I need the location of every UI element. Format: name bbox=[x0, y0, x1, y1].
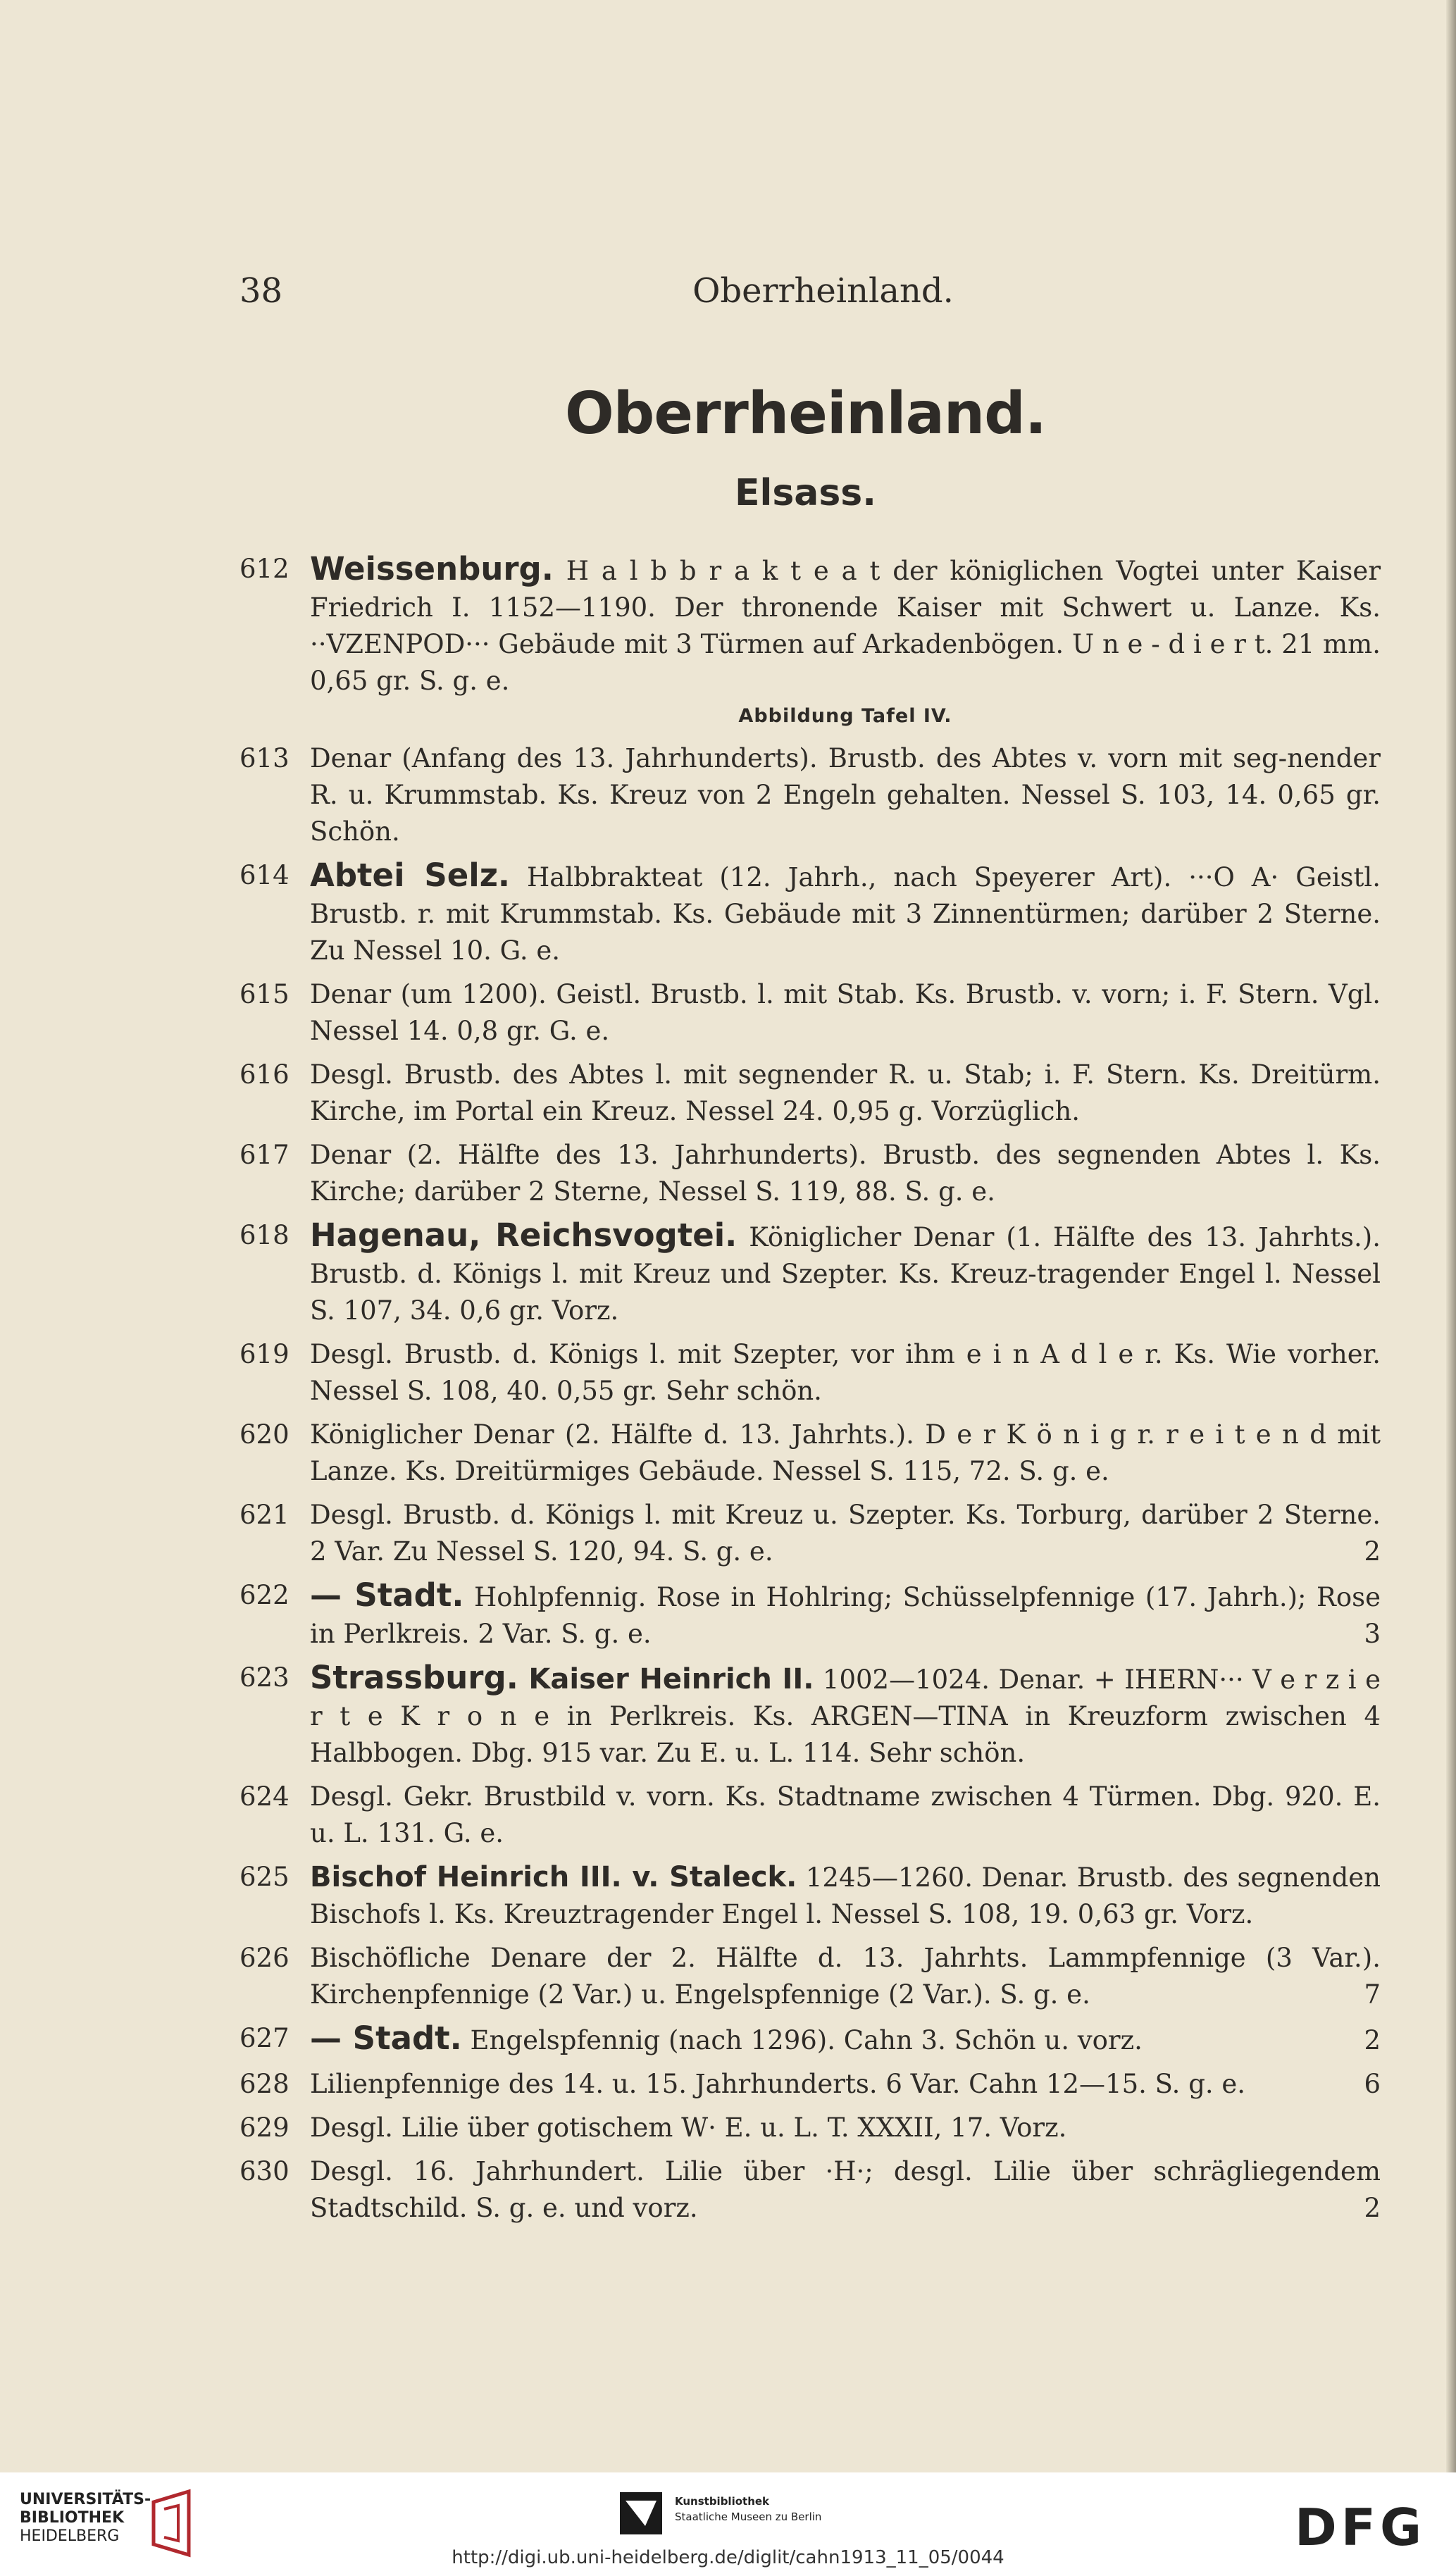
section-subtitle: Elsass. bbox=[734, 472, 877, 514]
catalog-entry bbox=[239, 1577, 1381, 1653]
entry-number: 630 bbox=[239, 2156, 290, 2186]
entry-number: 625 bbox=[239, 1862, 290, 1892]
entry-quantity: 6 bbox=[1364, 2069, 1381, 2099]
entry-number: 629 bbox=[239, 2113, 290, 2143]
catalog-entry bbox=[239, 1217, 1381, 1329]
entry-text: Desgl. Brustb. des Abtes l. mit segnender R. u. Stab; i. F. Stern. Ks. Dreitürm. Kirche, im Portal ein Kreuz. Nessel 24. 0,95 g. Vorzüglich. bbox=[310, 1059, 1381, 1126]
catalog-entry bbox=[239, 1417, 1381, 1490]
entry-place: Abtei Selz. bbox=[310, 857, 511, 894]
catalog-entry bbox=[239, 1057, 1381, 1130]
entry-quantity: 3 bbox=[1364, 1619, 1381, 1649]
entry-place: — Stadt. bbox=[310, 1576, 464, 1614]
entry-text: Lilienpfennige des 14. u. 15. Jahrhunderts. 6 Var. Cahn 12—15. S. g. e. bbox=[310, 2069, 1246, 2099]
plate-caption: Abbildung Tafel IV. bbox=[738, 705, 952, 727]
catalog-entry bbox=[239, 2066, 1381, 2103]
catalog-entry bbox=[239, 1859, 1381, 1933]
entry-number: 615 bbox=[239, 979, 290, 1009]
dfg-logo[interactable]: DFG bbox=[1295, 2498, 1426, 2557]
entry-quantity: 7 bbox=[1364, 1979, 1381, 2010]
catalog-entry bbox=[239, 1779, 1381, 1852]
running-title: Oberrheinland. bbox=[692, 271, 954, 311]
kunstbibliothek-logo-icon bbox=[620, 2492, 662, 2534]
page-title: Oberrheinland. bbox=[564, 380, 1047, 447]
catalog-entry bbox=[239, 1336, 1381, 1410]
entry-number: 627 bbox=[239, 2023, 290, 2053]
catalog-entry bbox=[239, 1137, 1381, 1210]
entry-text: Desgl. Gekr. Brustbild v. vorn. Ks. Stadtname zwischen 4 Türmen. Dbg. 920. E. u. L. 131. G. e. bbox=[310, 1781, 1381, 1848]
kunstbibliothek-text[interactable] bbox=[675, 2494, 821, 2525]
ub-logo-line: HEIDELBERG bbox=[20, 2527, 120, 2545]
catalog-list bbox=[239, 551, 1381, 2234]
catalog-entry bbox=[239, 1497, 1381, 1570]
entry-number: 619 bbox=[239, 1339, 290, 1369]
entry-quantity: 2 bbox=[1364, 1536, 1381, 1567]
catalog-entry bbox=[239, 1660, 1381, 1772]
university-library-logo[interactable] bbox=[20, 2491, 151, 2546]
source-url-link[interactable]: http://digi.ub.uni-heidelberg.de/diglit/cahn1913_11_05/0044 bbox=[452, 2547, 1004, 2568]
entry-number: 624 bbox=[239, 1781, 290, 1812]
entry-text: Königlicher Denar (2. Hälfte d. 13. Jahrhts.). D e r K ö n i g r. r e i t e n d mit Lanze. Ks. Dreitürmiges Gebäude. Nessel S. 115, 72. S. g. e. bbox=[310, 1419, 1381, 1486]
kb-subtitle: Staatliche Museen zu Berlin bbox=[675, 2510, 822, 2523]
entry-number: 623 bbox=[239, 1662, 290, 1693]
entry-place: Hagenau, Reichsvogtei. bbox=[310, 1217, 738, 1254]
entry-ruler: Bischof Heinrich III. v. Staleck. bbox=[310, 1861, 797, 1893]
catalog-entry bbox=[239, 2110, 1381, 2146]
ub-logo-line: UNIVERSITÄTS- bbox=[20, 2491, 151, 2508]
entry-text: Desgl. Brustb. d. Königs l. mit Kreuz u. Szepter. Ks. Torburg, darüber 2 Sterne. 2 Var. Zu Nessel S. 120, 94. S. g. e. bbox=[310, 1500, 1381, 1567]
entry-place: Strassburg. bbox=[310, 1659, 518, 1696]
entry-number: 613 bbox=[239, 743, 290, 773]
entry-text: Hohlpfennig. Rose in Hohlring; Schüsselpfennige (17. Jahrh.); Rose in Perlkreis. 2 Var. S. g. e. bbox=[310, 1582, 1381, 1649]
entry-text: Königlicher Denar (1. Hälfte des 13. Jahrhts.). Brustb. d. Königs l. mit Kreuz und Szepter. Ks. Kreuz-tragender Engel l. Nessel S. 107, 34. 0,6 gr. Vorz. bbox=[310, 1222, 1381, 1326]
catalog-entry bbox=[239, 2153, 1381, 2227]
entry-place: — Stadt. bbox=[310, 2020, 462, 2057]
entry-text: Desgl. Brustb. d. Königs l. mit Szepter, vor ihm e i n A d l e r. Ks. Wie vorher. Nessel S. 108, 40. 0,55 gr. Sehr schön. bbox=[310, 1339, 1381, 1406]
entry-text: Denar (2. Hälfte des 13. Jahrhunderts). Brustb. des segnenden Abtes l. Ks. Kirche; darüber 2 Sterne, Nessel S. 119, 88. S. g. e. bbox=[310, 1140, 1381, 1207]
entry-text: Bischöfliche Denare der 2. Hälfte d. 13. Jahrhts. Lammpfennige (3 Var.). Kirchenpfennige (2 Var.) u. Engelspfennige (2 Var.). S. g. e. bbox=[310, 1943, 1381, 2010]
running-head bbox=[0, 271, 1456, 321]
ub-logo-line: BIBLIOTHEK bbox=[20, 2509, 125, 2527]
entry-number: 614 bbox=[239, 860, 290, 890]
kb-name: Kunstbibliothek bbox=[675, 2495, 770, 2508]
catalog-entry bbox=[239, 551, 1381, 699]
footer-bar bbox=[0, 2472, 1456, 2576]
entry-text: Desgl. Lilie über gotischem W· E. u. L. T. XXXII, 17. Vorz. bbox=[310, 2113, 1067, 2143]
entry-ruler: Kaiser Heinrich II. bbox=[518, 1663, 814, 1695]
catalog-entry bbox=[239, 1940, 1381, 2013]
entry-number: 626 bbox=[239, 1943, 290, 1973]
entry-text: H a l b b r a k t e a t der königlichen Vogtei unter Kaiser Friedrich I. 1152—1190. Der thronende Kaiser mit Schwert u. Lanze. Ks. ··VZENPOD··· Gebäude mit 3 Türmen auf Arkadenbögen. U n e - d i e r t. 21 mm. 0,65 gr. S. g. e. bbox=[310, 556, 1381, 696]
entry-text: 1002—1024. Denar. + IHERN··· V e r z i e r t e K r o n e in Perlkreis. Ks. ARGEN—TINA in Kreuzform zwischen 4 Halbbogen. Dbg. 915 var. Zu E. u. L. 114. Sehr schön. bbox=[310, 1665, 1381, 1768]
entry-text: 1245—1260. Denar. Brustb. des segnenden Bischofs l. Ks. Kreuztragender Engel l. Nessel S. 108, 19. 0,63 gr. Vorz. bbox=[310, 1862, 1381, 1929]
entry-text: Denar (um 1200). Geistl. Brustb. l. mit Stab. Ks. Brustb. v. vorn; i. F. Stern. Vgl. Nessel 14. 0,8 gr. G. e. bbox=[310, 979, 1381, 1046]
entry-text: Engelspfennig (nach 1296). Cahn 3. Schön u. vorz. bbox=[461, 2025, 1143, 2055]
entry-quantity: 2 bbox=[1364, 2025, 1381, 2055]
entry-number: 621 bbox=[239, 1500, 290, 1530]
entry-quantity: 2 bbox=[1364, 2193, 1381, 2223]
entry-number: 616 bbox=[239, 1059, 290, 1090]
entry-number: 618 bbox=[239, 1220, 290, 1250]
page-edge bbox=[1446, 0, 1456, 2472]
entry-number: 628 bbox=[239, 2069, 290, 2099]
entry-number: 620 bbox=[239, 1419, 290, 1450]
page-number: 38 bbox=[239, 271, 283, 311]
entry-text: Denar (Anfang des 13. Jahrhunderts). Brustb. des Abtes v. vorn mit seg-nender R. u. Krummstab. Ks. Kreuz von 2 Engeln gehalten. Nessel S. 103, 14. 0,65 gr. Schön. bbox=[310, 743, 1381, 847]
entry-number: 612 bbox=[239, 554, 290, 584]
entry-place: Weissenburg. bbox=[310, 550, 554, 587]
catalog-entry bbox=[239, 740, 1381, 850]
catalog-entry bbox=[239, 857, 1381, 969]
catalog-entry bbox=[239, 2020, 1381, 2059]
entry-number: 622 bbox=[239, 1580, 290, 1610]
entry-text: Halbbrakteat (12. Jahrh., nach Speyerer Art). ···O A· Geistl. Brustb. r. mit Krummstab. Ks. Gebäude mit 3 Zinnentürmen; darüber 2 Sterne. Zu Nessel 10. G. e. bbox=[310, 862, 1381, 966]
catalog-entry bbox=[239, 976, 1381, 1050]
entry-number: 617 bbox=[239, 1140, 290, 1170]
entry-text: Desgl. 16. Jahrhundert. Lilie über ·H·; desgl. Lilie über schrägliegendem Stadtschild. S. g. e. und vorz. bbox=[310, 2156, 1381, 2223]
